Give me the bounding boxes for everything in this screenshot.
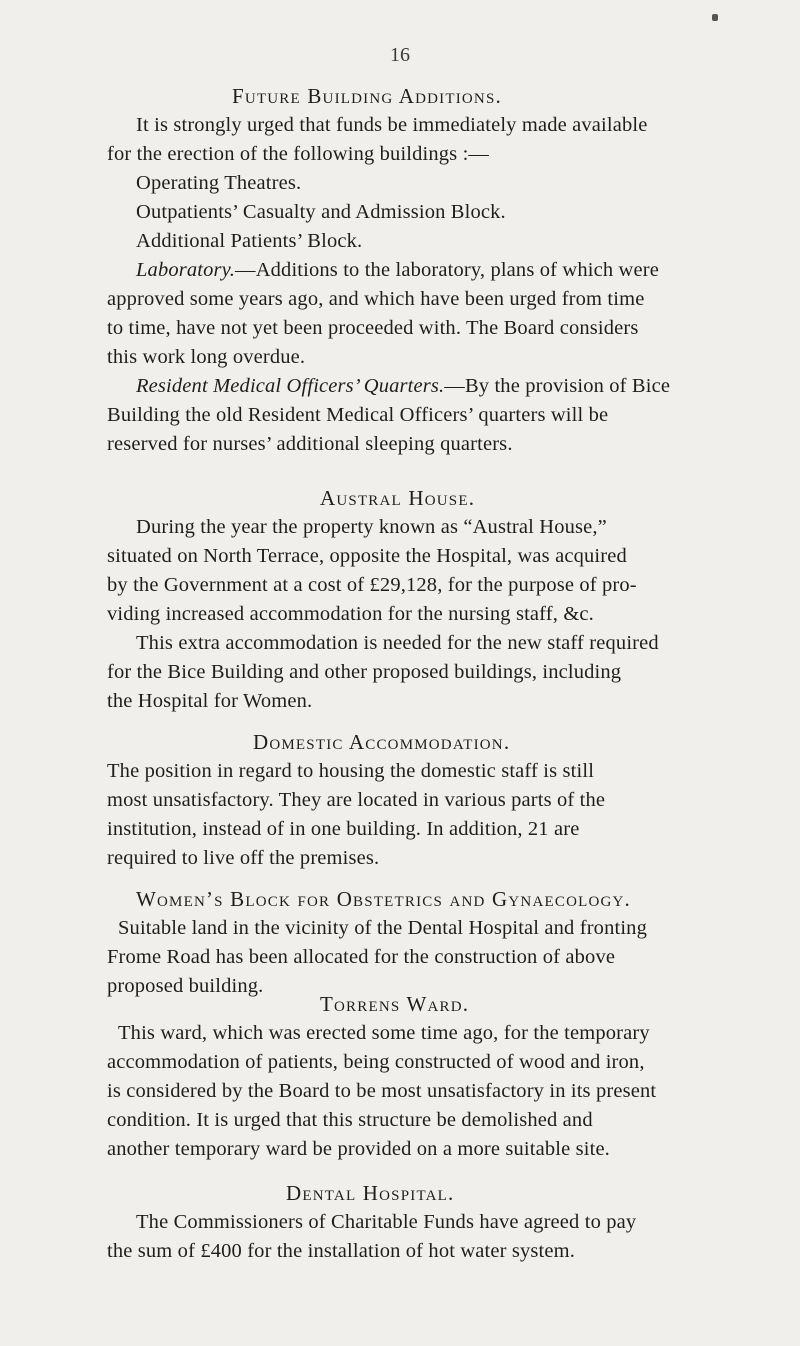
paragraph-line: another temporary ward be provided on a more suitable site. (107, 1138, 610, 1160)
paragraph-line: the sum of £400 for the installation of hot water system. (107, 1240, 576, 1262)
paragraph-line (136, 373, 670, 399)
heading-torrens-ward: Torrens Ward. (320, 992, 470, 1016)
paragraph-line: most unsatisfactory. They are located in various parts of the (107, 789, 606, 811)
paragraph-line: by the Government at a cost of £29,128, for the purpose of pro- (107, 574, 637, 596)
paragraph-line: to time, have not yet been proceeded with. The Board considers (107, 317, 639, 339)
paragraph-line: proposed building. (107, 975, 264, 997)
ink-spot (712, 14, 718, 21)
heading-austral-house: Austral House. (320, 486, 476, 510)
paragraph-line: Frome Road has been allocated for the construction of above (107, 946, 616, 968)
res-text: —By the provision of Bice (444, 375, 671, 397)
paragraph-line: reserved for nurses’ additional sleeping quarters. (107, 433, 513, 455)
list-item: Additional Patients’ Block. (136, 230, 363, 252)
paragraph-line: institution, instead of in one building. In addition, 21 are (107, 818, 580, 840)
lab-text: —Additions to the laboratory, plans of which were (235, 259, 659, 281)
paragraph-line: for the erection of the following buildings :— (107, 143, 490, 165)
paragraph-line: this work long overdue. (107, 346, 306, 368)
paragraph-line: viding increased accommodation for the nursing staff, &c. (107, 603, 594, 625)
paragraph-line: Building the old Resident Medical Officers’ quarters will be (107, 404, 609, 426)
heading-womens-block: Women’s Block for Obstetrics and Gynaecology. (136, 887, 632, 911)
paragraph-line (136, 257, 659, 283)
heading-future-building-additions: Future Building Additions. (232, 84, 502, 108)
paragraph-line: for the Bice Building and other proposed buildings, including (107, 661, 622, 683)
list-item: Outpatients’ Casualty and Admission Block. (136, 201, 506, 223)
page-number: 16 (390, 44, 410, 66)
paragraph-line: situated on North Terrace, opposite the Hospital, was acquired (107, 545, 627, 567)
lead-resident-quarters: Resident Medical Officers’ Quarters. (136, 375, 445, 397)
heading-domestic-accommodation: Domestic Accommodation. (253, 730, 511, 754)
paragraph-line: During the year the property known as “Austral House,” (136, 516, 607, 538)
paragraph-line: This extra accommodation is needed for the new staff required (136, 632, 659, 654)
paragraph-line: The Commissioners of Charitable Funds have agreed to pay (136, 1211, 637, 1233)
paragraph-line: The position in regard to housing the domestic staff is still (107, 760, 595, 782)
paragraph-line: is considered by the Board to be most unsatisfactory in its present (107, 1080, 657, 1102)
paragraph-line: condition. It is urged that this structure be demolished and (107, 1109, 593, 1131)
list-item: Operating Theatres. (136, 172, 302, 194)
paragraph-line: the Hospital for Women. (107, 690, 313, 712)
paragraph-line: approved some years ago, and which have been urged from time (107, 288, 645, 310)
heading-dental-hospital: Dental Hospital. (286, 1181, 455, 1205)
paragraph-line: Suitable land in the vicinity of the Dental Hospital and fronting (118, 917, 647, 939)
lead-laboratory: Laboratory. (136, 259, 236, 281)
paragraph-line: accommodation of patients, being constructed of wood and iron, (107, 1051, 645, 1073)
paragraph-line: required to live off the premises. (107, 847, 380, 869)
paragraph-line: It is strongly urged that funds be immediately made available (136, 114, 648, 136)
paragraph-line: This ward, which was erected some time ago, for the temporary (118, 1022, 650, 1044)
